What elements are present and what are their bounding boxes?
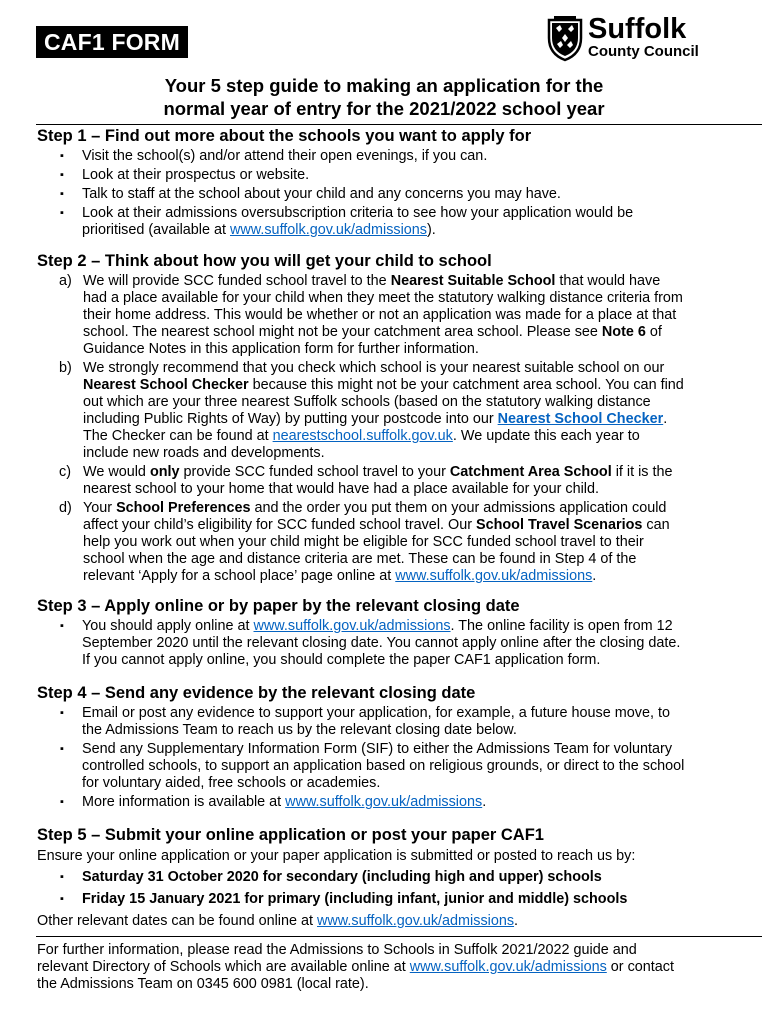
bold-text: Catchment Area School <box>449 464 612 480</box>
step2-b-line4 <box>83 411 768 428</box>
page-title-line2: normal year of entry for the 2021/2022 school year <box>163 98 605 119</box>
step3-line2: September 2020 until the relevant closing date. You cannot apply online after the closing date. <box>82 635 681 651</box>
text-span: because this might not be your catchment area school. You can find <box>248 377 684 393</box>
step3-line1 <box>82 618 768 635</box>
suffolk-logo <box>546 13 746 64</box>
crest-icon <box>546 16 584 62</box>
step2-heading: Step 2 – Think about how you will get your child to school <box>37 252 492 270</box>
form-label-badge: CAF1 FORM <box>36 26 188 58</box>
step2-c-line1 <box>83 464 768 481</box>
text-span: prioritised (available at <box>82 222 230 238</box>
text-span: We will provide SCC funded school travel to the <box>83 273 391 289</box>
text-span: The Checker can be found at <box>83 428 273 444</box>
bullet-icon: ▪ <box>60 150 64 162</box>
bullet-icon: ▪ <box>60 893 64 905</box>
text-span: provide SCC funded school travel to your <box>179 464 450 480</box>
footer-line3: the Admissions Team on 0345 600 0981 (local rate). <box>37 976 369 992</box>
admissions-link[interactable]: www.suffolk.gov.uk/admissions <box>253 618 451 634</box>
text-span: and the order you put them on your admissions application could <box>250 500 667 516</box>
text-span: More information is available at <box>82 794 286 810</box>
bullet-icon: ▪ <box>60 871 64 883</box>
footer-line2 <box>37 959 757 976</box>
step1-bullet2: Look at their prospectus or website. <box>82 167 310 183</box>
list-letter-b: b) <box>59 360 72 376</box>
admissions-link[interactable]: www.suffolk.gov.uk/admissions <box>317 913 515 929</box>
text-span: ). <box>427 222 436 238</box>
text-span: including Public Rights of Way) by putting your postcode into our <box>83 411 498 427</box>
step4-bullet3 <box>82 794 768 811</box>
step2-b-line6: include new roads and developments. <box>83 445 325 461</box>
footer-line1: For further information, please read the Admissions to Schools in Suffolk 2021/2022 guide and <box>37 942 637 958</box>
text-span: Your <box>83 500 117 516</box>
bold-text: Note 6 <box>601 324 646 340</box>
step4-heading: Step 4 – Send any evidence by the relevant closing date <box>37 684 476 702</box>
step2-d-line3: help you work out when your child might be eligible for SCC funded school travel to their <box>83 534 644 550</box>
step5-other-dates <box>37 913 757 930</box>
step2-a-line5: Guidance Notes in this application form for further information. <box>83 341 479 357</box>
bullet-icon: ▪ <box>60 796 64 808</box>
bullet-icon: ▪ <box>60 207 64 219</box>
step2-a-line4 <box>83 324 768 341</box>
text-span: . <box>514 913 519 929</box>
step4-bullet1-line2: the Admissions Team to reach us by the relevant closing date below. <box>82 722 517 738</box>
step5-heading: Step 5 – Submit your online application or post your paper CAF1 <box>37 826 544 844</box>
step2-d-line5 <box>83 568 768 585</box>
bold-text: Nearest Suitable School <box>390 273 556 289</box>
text-span: can <box>642 517 670 533</box>
divider <box>36 936 762 937</box>
bullet-icon: ▪ <box>60 188 64 200</box>
admissions-link[interactable]: www.suffolk.gov.uk/admissions <box>395 568 593 584</box>
text-span: of <box>645 324 662 340</box>
step2-b-line1: We strongly recommend that you check which school is your nearest suitable school on our <box>83 360 665 376</box>
page-title-line1: Your 5 step guide to making an application for the <box>164 75 604 96</box>
step1-heading: Step 1 – Find out more about the schools you want to apply for <box>37 127 532 145</box>
text-span: . <box>482 794 487 810</box>
admissions-link[interactable]: www.suffolk.gov.uk/admissions <box>229 222 428 238</box>
text-span: relevant ‘Apply for a school place’ page online at <box>83 568 396 584</box>
step1-bullet4-line1: Look at their admissions oversubscription criteria to see how your application would be <box>82 205 634 221</box>
step2-a-line1 <box>83 273 768 290</box>
step4-bullet2-line2: controlled schools, to support an application based on religious grounds, or direct to the school <box>82 758 685 774</box>
bullet-icon: ▪ <box>60 707 64 719</box>
text-span: . <box>663 411 668 427</box>
bold-text: Nearest School Checker <box>83 377 249 393</box>
step4-bullet2-line1: Send any Supplementary Information Form (SIF) to either the Admissions Team for voluntary <box>82 741 673 757</box>
step3-line3: If you cannot apply online, you should complete the paper CAF1 application form. <box>82 652 601 668</box>
step2-a-line3: their home address. This would be whether or not an application was made for a place at that <box>83 307 677 323</box>
bullet-icon: ▪ <box>60 743 64 755</box>
logo-name: Suffolk <box>588 13 687 45</box>
step2-a-line2: had a place available for your child when they meet the statutory walking distance criteria from <box>83 290 683 306</box>
step1-bullet1: Visit the school(s) and/or attend their open evenings, if you can. <box>82 148 488 164</box>
step2-d-line2 <box>83 517 768 534</box>
primary-deadline: Friday 15 January 2021 for primary (including infant, junior and middle) schools <box>82 891 628 907</box>
step5-intro: Ensure your online application or your paper application is submitted or posted to reach us by: <box>37 848 636 864</box>
text-span: . <box>592 568 597 584</box>
text-span: relevant Directory of Schools which are available online at <box>37 959 410 975</box>
text-span: You should apply online at <box>82 618 254 634</box>
text-span: Other relevant dates can be found online at <box>37 913 318 929</box>
admissions-link[interactable]: www.suffolk.gov.uk/admissions <box>409 959 607 975</box>
secondary-deadline: Saturday 31 October 2020 for secondary (including high and upper) schools <box>82 869 602 885</box>
text-span: We would <box>83 464 150 480</box>
step3-heading: Step 3 – Apply online or by paper by the relevant closing date <box>37 597 520 615</box>
step2-b-line5 <box>83 428 768 445</box>
list-letter-a: a) <box>59 273 72 289</box>
step1-bullet4-line2 <box>82 222 768 239</box>
nearest-school-checker-link[interactable]: Nearest School Checker <box>497 411 664 427</box>
step2-b-line3: out which are your three nearest Suffolk schools (based on the statutory walking distance <box>83 394 651 410</box>
text-span: or contact <box>606 959 674 975</box>
step2-d-line4: school when the age and distance criteria are met. These can be found in Step 4 of the <box>83 551 637 567</box>
text-span: . The online facility is open from 12 <box>450 618 673 634</box>
bold-text: School Travel Scenarios <box>476 517 643 533</box>
text-span: that would have <box>555 273 661 289</box>
text-span: affect your child’s eligibility for SCC funded school travel. Our <box>83 517 476 533</box>
nearestschool-link[interactable]: nearestschool.suffolk.gov.uk <box>272 428 453 444</box>
list-letter-d: d) <box>59 500 72 516</box>
text-span: . We update this each year to <box>452 428 640 444</box>
step2-c-line2: nearest school to your home that would have had a place available for your child. <box>83 481 599 497</box>
bullet-icon: ▪ <box>60 169 64 181</box>
text-span: if it is the <box>611 464 673 480</box>
bold-text: School Preferences <box>116 500 251 516</box>
bullet-icon: ▪ <box>60 620 64 632</box>
step2-b-line2 <box>83 377 768 394</box>
step1-bullet3: Talk to staff at the school about your child and any concerns you may have. <box>82 186 561 202</box>
step4-bullet1-line1: Email or post any evidence to support your application, for example, a future house move, to <box>82 705 670 721</box>
logo-subtitle: County Council <box>588 43 699 60</box>
text-span: school. The nearest school might not be your catchment area school. Please see <box>83 324 602 340</box>
step4-bullet2-line3: for voluntary aided, free schools or academies. <box>82 775 381 791</box>
step2-d-line1 <box>83 500 768 517</box>
admissions-link[interactable]: www.suffolk.gov.uk/admissions <box>285 794 483 810</box>
bold-text: only <box>149 464 180 480</box>
divider <box>36 124 762 125</box>
list-letter-c: c) <box>59 464 71 480</box>
